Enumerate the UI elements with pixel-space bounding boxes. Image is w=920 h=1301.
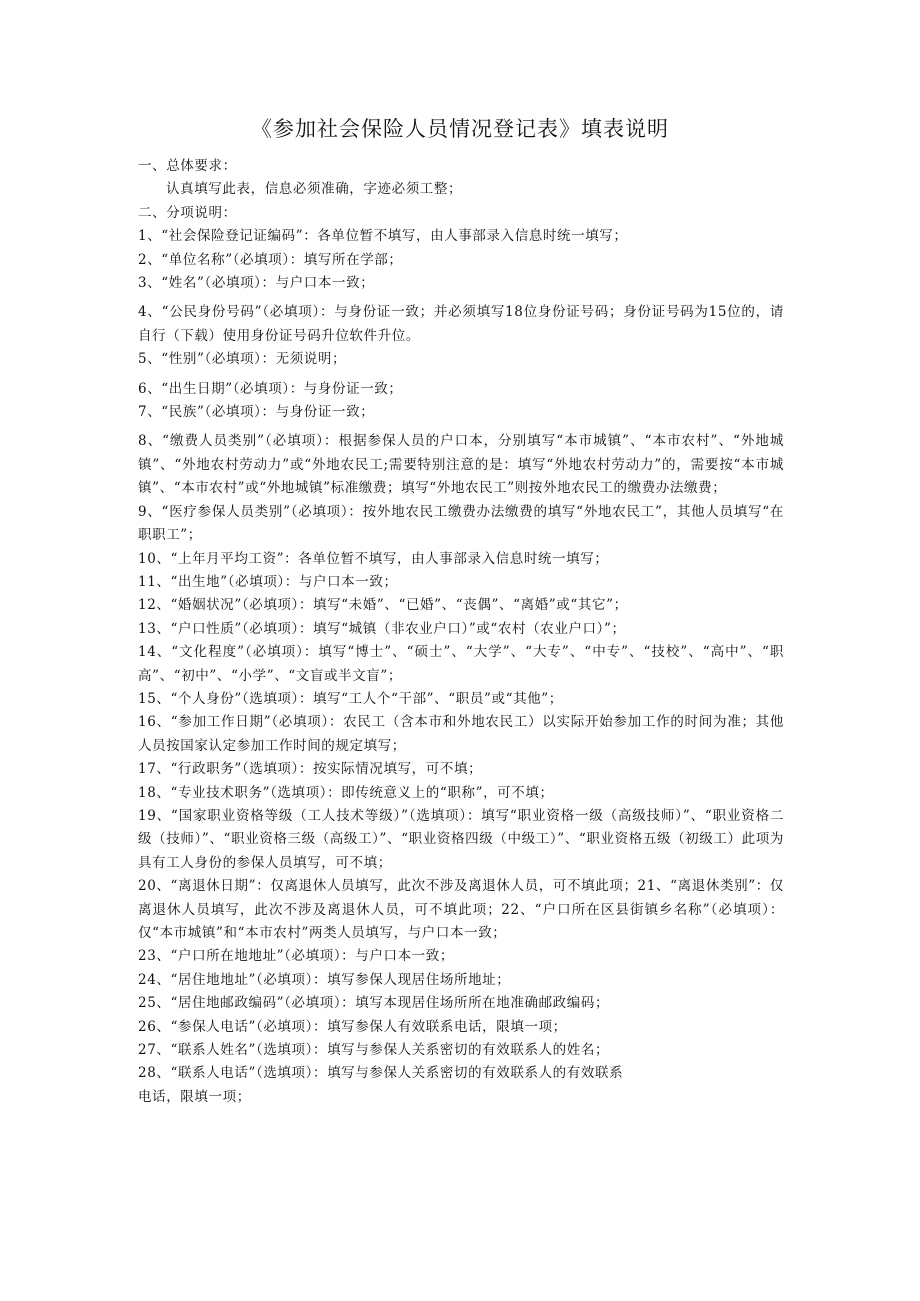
instruction-item-3: 3、“姓名”（必填项）：与户口本一致； <box>138 275 375 292</box>
general-requirement-text: 认真填写此表，信息必须准确，字迹必须工整； <box>166 181 463 198</box>
instruction-item-16: 16、“参加工作日期”（必填项）：农民工（含本市和外地农民工）以实际开始参加工作的时间为准；其他人员按国家认定参加工作时间的规定填写； <box>138 714 784 754</box>
instruction-item-26: 26、“参保人电话”（必填项）：填写参保人有效联系电话，限填一项； <box>138 1018 567 1035</box>
instruction-item-1: 1、“社会保险登记证编码”：各单位暂不填写，由人事部录入信息时统一填写； <box>138 228 628 245</box>
instruction-item-14: 14、“文化程度”（必填项）：填写“博士”、“硕士”、“大学”、“大专”、“中专”、“技校”、“高中”、“职高”、“初中”、“小学”、“文盲或半文盲”； <box>138 644 784 684</box>
instruction-item-28: 28、“联系人电话”（选填项）：填写与参保人关系密切的有效联系人的有效联系 <box>138 1065 624 1082</box>
instruction-item-19: 19、“国家职业资格等级（工人技术等级）”（选填项）：填写“职业资格一级（高级技师）”、“职业资格二级（技师）”、“职业资格三级（高级工）”、“职业资格四级（中级工）”、“职业资格五级（初级工）此项为具有工人身份的参保人员填写，可不填； <box>138 807 784 871</box>
instruction-item-15: 15、“个人身份”（选填项）：填写“工人个“干部”、“职员”或“其他”； <box>138 690 563 707</box>
section-heading-items: 二、分项说明： <box>138 204 237 221</box>
instruction-item-10: 10、“上年月平均工资”：各单位暂不填写，由人事部录入信息时统一填写； <box>138 550 609 567</box>
instruction-item-17: 17、“行政职务”（选填项）：按实际情况填写，可不填； <box>138 761 483 778</box>
instruction-item-7: 7、“民族”（必填项）：与身份证一致； <box>138 404 375 421</box>
instruction-item-12: 12、“婚姻状况”（必填项）：填写“未婚”、“已婚”、“丧偶”、“离婚”或“其它”； <box>138 597 628 614</box>
document-body <box>138 155 784 1109</box>
instruction-item-13: 13、“户口性质”（必填项）：填写“城镇（非农业户口）”或“农村（农业户口）”； <box>138 620 626 637</box>
instruction-item-20-22: 20、“离退休日期”：仅离退休人员填写，此次不涉及离退休人员，可不填此项；21、“离退休类别”：仅离退休人员填写，此次不涉及离退休人员，可不填此项；22、“户口所在区县街镇乡名称”（必填项）：仅“本市城镇”和“本市农村”两类人员填写，与户口本一致； <box>138 878 784 941</box>
instruction-item-27: 27、“联系人姓名”（选填项）：填写与参保人关系密切的有效联系人的姓名； <box>138 1042 610 1059</box>
instruction-item-9: 9、“医疗参保人员类别”（必填项）：按外地农民工缴费办法缴费的填写“外地农民工”，其他人员填写“在职职工”； <box>138 503 784 544</box>
instruction-item-25: 25、“居住地邮政编码”（必填项）：填写本现居住场所所在地准确邮政编码； <box>138 995 610 1012</box>
instruction-item-8: 8、“缴费人员类别”（必填项）：根据参保人员的户口本，分别填写“本市城镇”、“本市农村”、“外地城镇”、“外地农村劳动力”或“外地农民工;需要特别注意的是：填写“外地农村劳动力”的，需要按“本市城镇”、“本市农村”或“外地城镇”标准缴费；填写“外地农民工”则按外地农民工的缴费办法缴费； <box>138 433 784 497</box>
instruction-item-6: 6、“出生日期”（必填项）：与身份证一致； <box>138 380 403 397</box>
instruction-item-5: 5、“性别”（必填项）：无须说明； <box>138 351 347 368</box>
instruction-item-24: 24、“居住地地址”（必填项）：填写参保人现居住场所地址； <box>138 971 511 988</box>
instruction-item-4: 4、“公民身份号码”（必填项）：与身份证一致；并必须填写18位身份证号码；身份证号码为15位的，请自行（下载）使用身份证号码升位软件升位。 <box>138 304 784 344</box>
instruction-item-11: 11、“出生地”（必填项）：与户口本一致； <box>138 573 398 590</box>
section-heading-general: 一、总体要求： <box>138 158 237 174</box>
instruction-closing: 电话，限填一项； <box>138 1088 251 1105</box>
instruction-item-2: 2、“单位名称”（必填项）：填写所在学部； <box>138 251 403 268</box>
instruction-item-23: 23、“户口所在地地址”（必填项）：与户口本一致； <box>138 948 454 965</box>
instruction-item-18: 18、“专业技术职务”（选填项）：即传统意义上的“职称”，可不填； <box>138 784 554 801</box>
document-title: 《参加社会保险人员情况登记表》填表说明 <box>251 117 669 141</box>
